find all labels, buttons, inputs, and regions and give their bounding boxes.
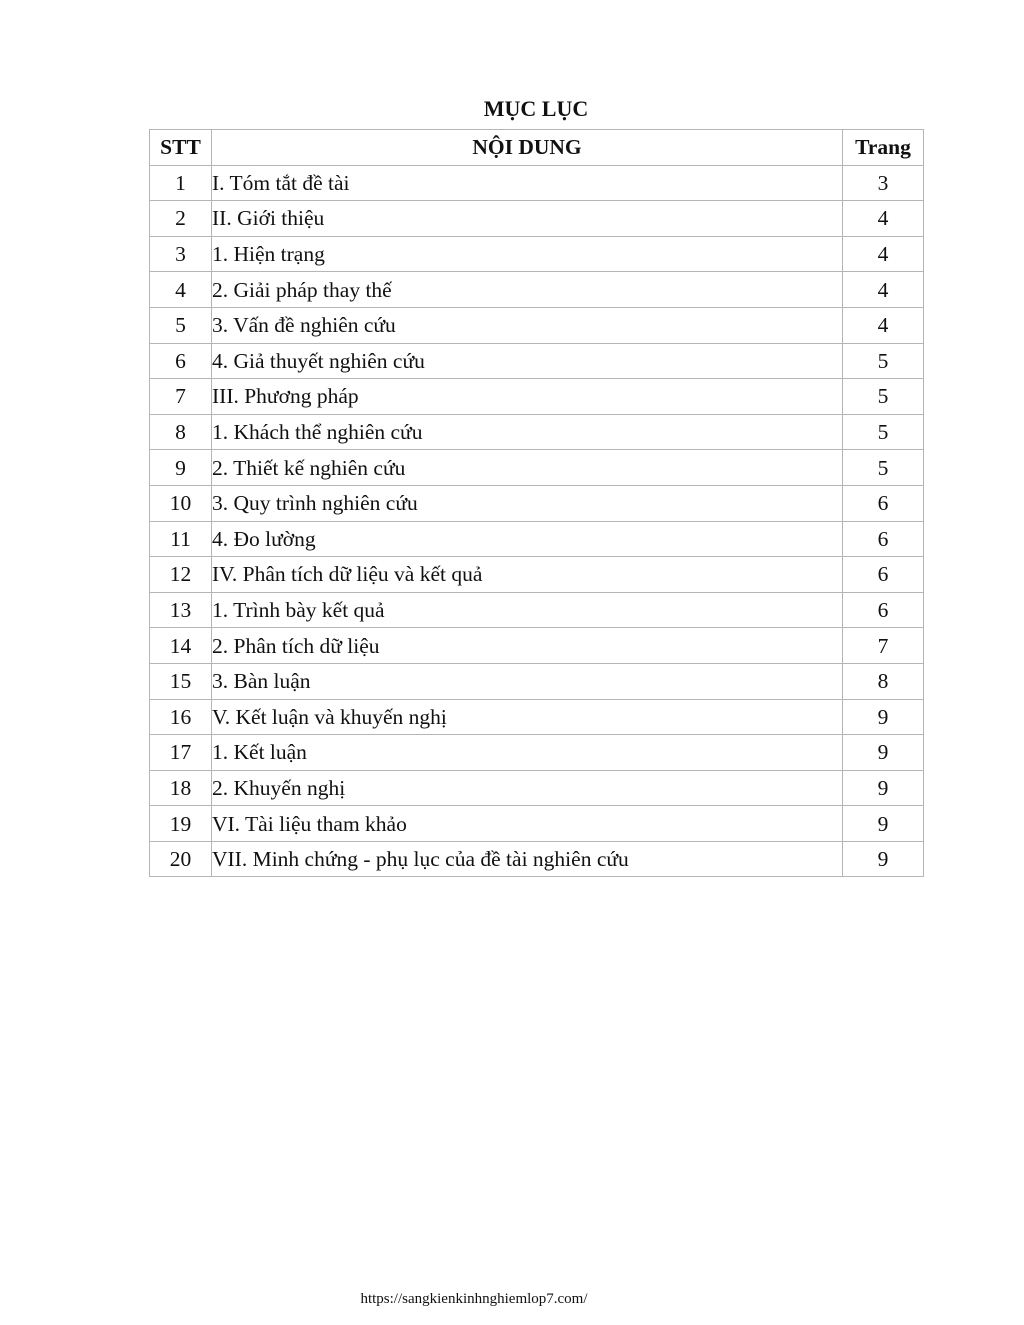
table-row (150, 521, 924, 557)
stt-cell: 2 (150, 201, 212, 237)
stt-cell: 7 (150, 379, 212, 415)
stt-cell: 13 (150, 592, 212, 628)
table-row (150, 557, 924, 593)
footer-url: https://sangkienkinhnghiemlop7.com/ (360, 1291, 588, 1307)
table-row (150, 165, 924, 201)
stt-cell: 20 (150, 841, 212, 877)
column-header-stt: STT (150, 130, 212, 166)
table-row (150, 806, 924, 842)
table-row (150, 379, 924, 415)
content-cell: III. Phương pháp (212, 379, 843, 415)
page-number-cell: 6 (843, 557, 924, 593)
page-number-cell: 5 (843, 414, 924, 450)
content-cell: IV. Phân tích dữ liệu và kết quả (212, 557, 843, 593)
table-body (150, 165, 924, 877)
stt-cell: 8 (150, 414, 212, 450)
table-row (150, 272, 924, 308)
column-header-page: Trang (843, 130, 924, 166)
page-number-cell: 9 (843, 699, 924, 735)
content-cell: 1. Khách thể nghiên cứu (212, 414, 843, 450)
table-row (150, 236, 924, 272)
page-number-cell: 6 (843, 521, 924, 557)
page-number-cell: 5 (843, 343, 924, 379)
content-cell: 1. Trình bày kết quả (212, 592, 843, 628)
table-row (150, 485, 924, 521)
page-number-cell: 4 (843, 236, 924, 272)
page-number-cell: 8 (843, 663, 924, 699)
content-cell: VI. Tài liệu tham khảo (212, 806, 843, 842)
page-number-cell: 9 (843, 841, 924, 877)
stt-cell: 19 (150, 806, 212, 842)
table-row (150, 414, 924, 450)
content-cell: 1. Kết luận (212, 735, 843, 771)
stt-cell: 1 (150, 165, 212, 201)
content-cell: II. Giới thiệu (212, 201, 843, 237)
page-number-cell: 4 (843, 307, 924, 343)
page-number-cell: 3 (843, 165, 924, 201)
content-cell: 3. Vấn đề nghiên cứu (212, 307, 843, 343)
content-cell: 3. Bàn luận (212, 663, 843, 699)
stt-cell: 10 (150, 485, 212, 521)
stt-cell: 15 (150, 663, 212, 699)
stt-cell: 17 (150, 735, 212, 771)
table-of-contents (149, 129, 924, 877)
table-row (150, 592, 924, 628)
page-number-cell: 5 (843, 450, 924, 486)
content-cell: V. Kết luận và khuyến nghị (212, 699, 843, 735)
stt-cell: 14 (150, 628, 212, 664)
content-cell: 2. Khuyến nghị (212, 770, 843, 806)
page-number-cell: 9 (843, 735, 924, 771)
stt-cell: 5 (150, 307, 212, 343)
content-cell: VII. Minh chứng - phụ lục của đề tài nghiên cứu (212, 841, 843, 877)
stt-cell: 6 (150, 343, 212, 379)
stt-cell: 16 (150, 699, 212, 735)
table-row (150, 307, 924, 343)
content-cell: 2. Giải pháp thay thế (212, 272, 843, 308)
stt-cell: 12 (150, 557, 212, 593)
content-cell: 4. Giả thuyết nghiên cứu (212, 343, 843, 379)
page-number-cell: 9 (843, 806, 924, 842)
table-row (150, 770, 924, 806)
stt-cell: 4 (150, 272, 212, 308)
page-number-cell: 6 (843, 592, 924, 628)
content-cell: 4. Đo lường (212, 521, 843, 557)
table-row (150, 628, 924, 664)
content-cell: I. Tóm tắt đề tài (212, 165, 843, 201)
page-number-cell: 4 (843, 201, 924, 237)
table-row (150, 343, 924, 379)
column-header-content: NỘI DUNG (212, 130, 843, 166)
table-row (150, 663, 924, 699)
page-number-cell: 5 (843, 379, 924, 415)
stt-cell: 18 (150, 770, 212, 806)
content-cell: 2. Thiết kế nghiên cứu (212, 450, 843, 486)
table-row (150, 699, 924, 735)
table-header-row (150, 130, 924, 166)
stt-cell: 9 (150, 450, 212, 486)
content-cell: 3. Quy trình nghiên cứu (212, 485, 843, 521)
table-row (150, 735, 924, 771)
table-row (150, 841, 924, 877)
stt-cell: 11 (150, 521, 212, 557)
page-number-cell: 7 (843, 628, 924, 664)
page-number-cell: 4 (843, 272, 924, 308)
stt-cell: 3 (150, 236, 212, 272)
page-number-cell: 6 (843, 485, 924, 521)
page-number-cell: 9 (843, 770, 924, 806)
content-cell: 2. Phân tích dữ liệu (212, 628, 843, 664)
table-row (150, 450, 924, 486)
table-row (150, 201, 924, 237)
content-cell: 1. Hiện trạng (212, 236, 843, 272)
page-title: MỤC LỤC (483, 96, 589, 121)
